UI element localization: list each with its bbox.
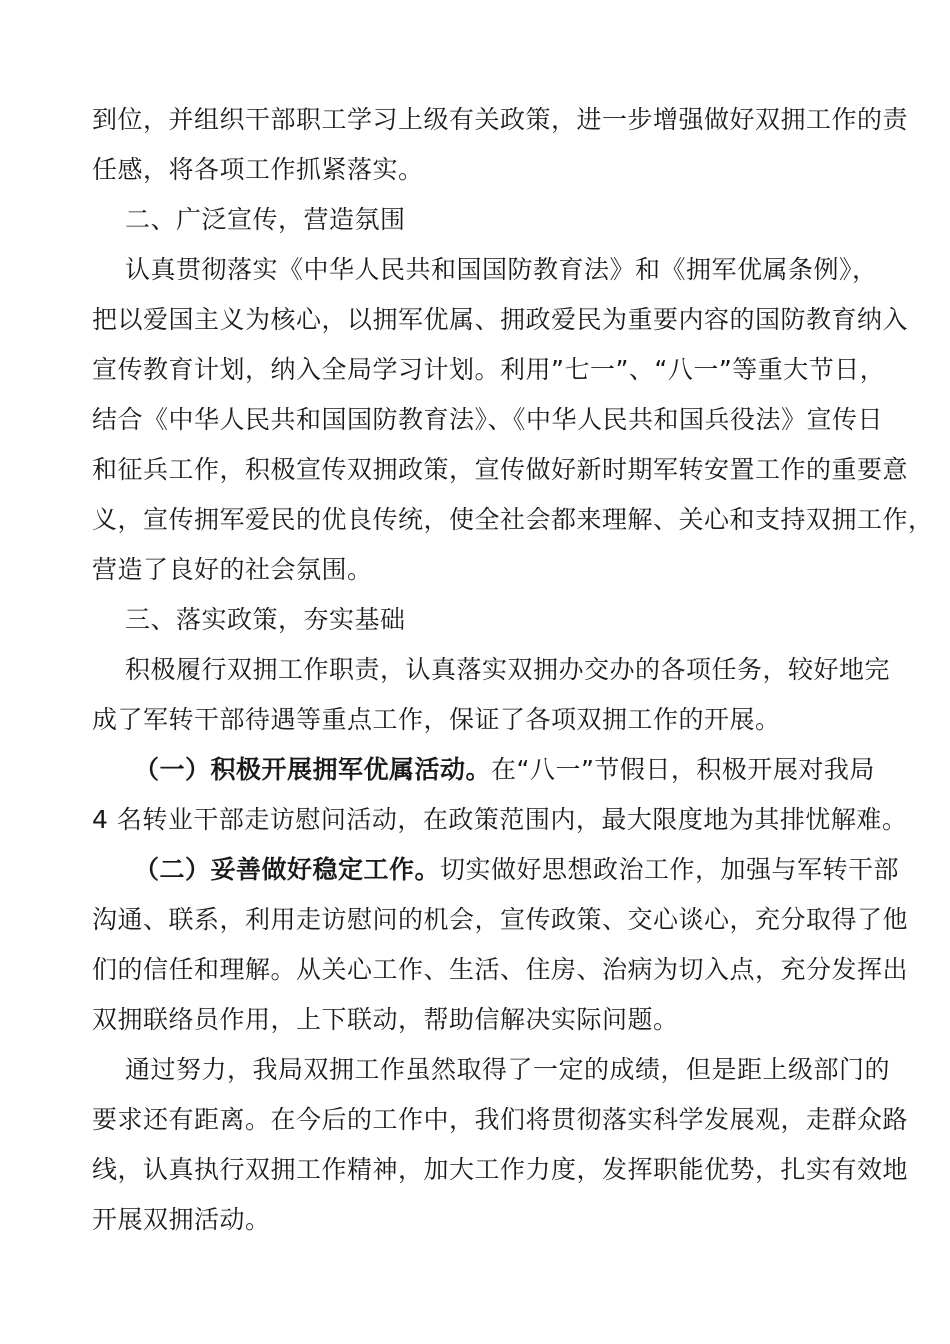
paragraph-line: 到位，并组织干部职工学习上级有关政策，进一步增强做好双拥工作的责	[92, 105, 909, 134]
section-heading: 二、广泛宣传，营造氛围	[125, 205, 406, 234]
subsection-text: 在“八一”节假日，积极开展对我局	[491, 755, 875, 784]
subsection-heading: （一）积极开展拥军优属活动。	[134, 755, 492, 784]
paragraph-line: 认真贯彻落实《中华人民共和国国防教育法》和《拥军优属条例》，	[125, 255, 878, 284]
paragraph-line: 沟通、联系，利用走访慰问的机会，宣传政策、交心谈心，充分取得了他	[92, 905, 909, 934]
subsection-text: 切实做好思想政治工作，加强与军转干部	[440, 855, 900, 884]
paragraph-line: 双拥联络员作用，上下联动，帮助信解决实际问题。	[92, 1005, 679, 1034]
paragraph-line: 结合《中华人民共和国国防教育法》、《中华人民共和国兵役法》宣传日	[92, 405, 884, 434]
paragraph-line: 把以爱国主义为核心，以拥军优属、拥政爱民为重要内容的国防教育纳入	[92, 305, 909, 334]
paragraph-line: 线，认真执行双拥工作精神，加大工作力度，发挥职能优势，扎实有效地	[92, 1155, 909, 1184]
paragraph-line: 积极履行双拥工作职责，认真落实双拥办交办的各项任务，较好地完	[125, 655, 891, 684]
paragraph-line: 宣传教育计划，纳入全局学习计划。利用”七一”、“八一”等重大节日，	[92, 355, 886, 384]
paragraph-line: 通过努力，我局双拥工作虽然取得了一定的成绩，但是距上级部门的	[125, 1055, 891, 1084]
paragraph-line: 成了军转干部待遇等重点工作，保证了各项双拥工作的开展。	[92, 705, 781, 734]
subsection-heading: （二）妥善做好稳定工作。	[134, 855, 441, 884]
paragraph-line: 开展双拥活动。	[92, 1205, 271, 1234]
subsection-line	[134, 755, 875, 785]
subsection-line	[134, 855, 900, 885]
paragraph-line: 营造了良好的社会氛围。	[92, 555, 373, 584]
paragraph-line: 要求还有距离。在今后的工作中，我们将贯彻落实科学发展观，走群众路	[92, 1105, 909, 1134]
paragraph-line: 任感，将各项工作抓紧落实。	[92, 155, 424, 184]
paragraph-line: 义，宣传拥军爱民的优良传统，使全社会都来理解、关心和支持双拥工作，	[92, 505, 934, 534]
section-heading: 三、落实政策，夯实基础	[125, 605, 406, 634]
paragraph-line: 和征兵工作，积极宣传双拥政策，宣传做好新时期军转安置工作的重要意	[92, 455, 909, 484]
paragraph-line: 们的信任和理解。从关心工作、生活、住房、治病为切入点，充分发挥出	[92, 955, 909, 984]
paragraph-line: 4 名转业干部走访慰问活动，在政策范围内，最大限度地为其排忧解难。	[92, 805, 908, 834]
